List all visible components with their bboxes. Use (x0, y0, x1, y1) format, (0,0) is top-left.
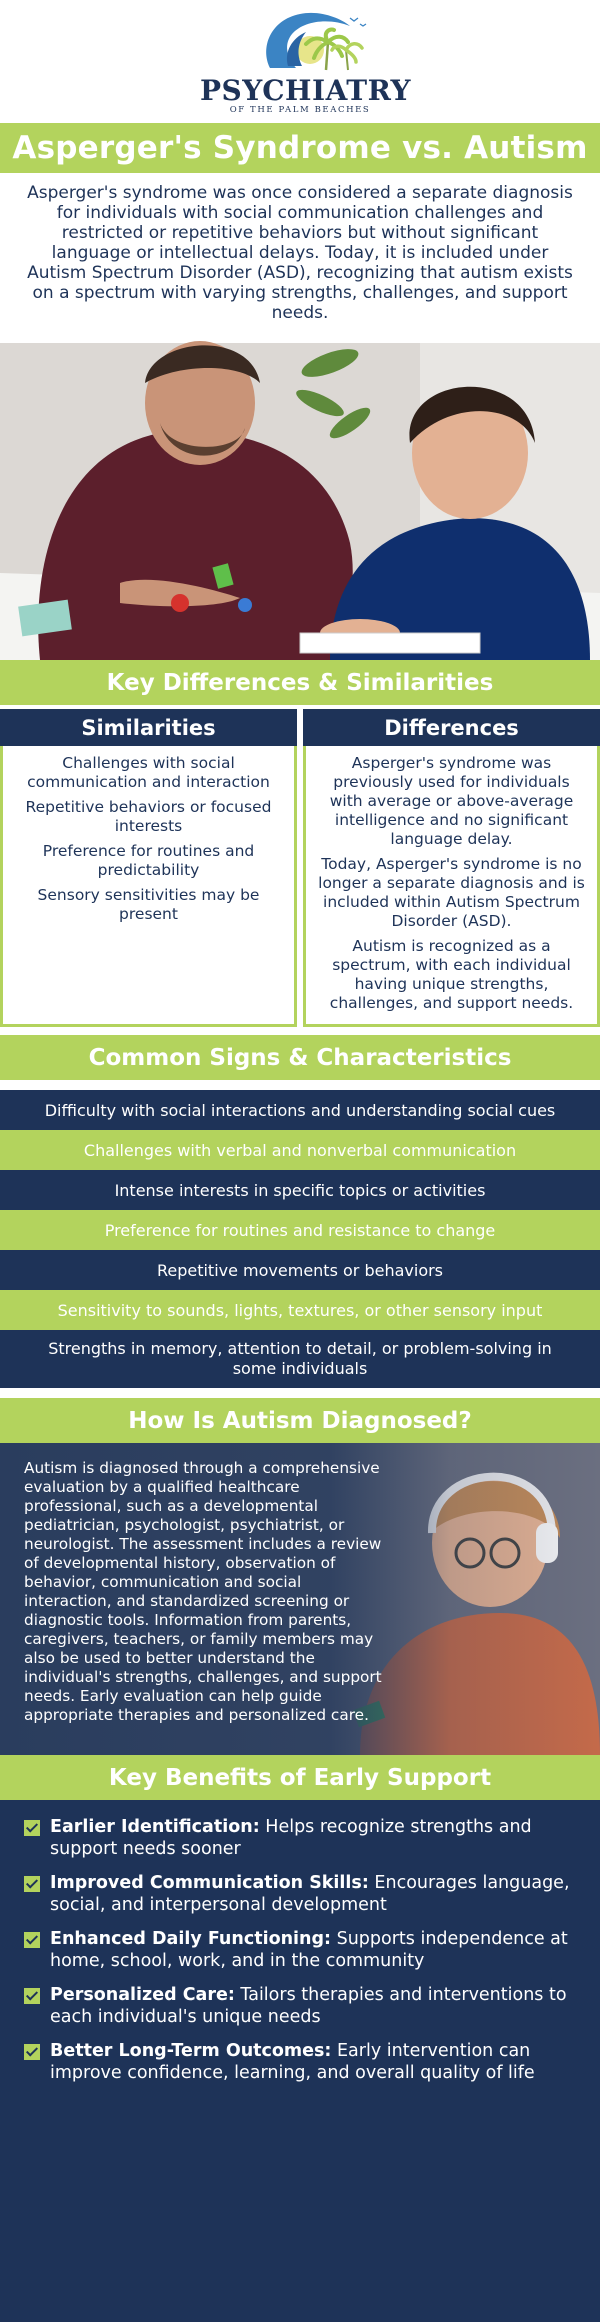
title-band (0, 123, 600, 173)
logo-wordmark: PSYCHIATRY (200, 74, 412, 107)
checkbox-icon (24, 1932, 40, 1948)
intro-paragraph: Asperger's syndrome was once considered a separate diagnosis for individuals with social communication challenges and restricted or repetitive behaviors but without significant language or intellectual delays. Today, it is included under Autism Spectrum Disorder (ASD), recognizing that autism exists on a spectrum with varying strengths, challenges, and support needs. (27, 183, 573, 323)
sign-item: Repetitive movements or behaviors (0, 1250, 600, 1290)
signs-list (0, 1080, 600, 1398)
benefit-item (24, 1984, 576, 2028)
therapy-photo-illustration (0, 343, 600, 660)
sign-item: Strengths in memory, attention to detail, or problem-solving in some individuals (0, 1330, 600, 1388)
diagnosis-section (0, 1443, 600, 1755)
page-title: Asperger's Syndrome vs. Autism (12, 130, 588, 166)
checkbox-icon (24, 2044, 40, 2060)
checkbox-icon (24, 1988, 40, 2004)
similarities-title: Similarities (0, 709, 297, 746)
benefit-desc: Tailors therapies and interventions to each individual's unique needs (50, 1985, 567, 2027)
benefit-item (24, 2040, 576, 2084)
list-item: Preference for routines and predictability (42, 842, 255, 879)
benefit-item (24, 1872, 576, 1916)
benefits-list (0, 1800, 600, 2322)
sign-item: Preference for routines and resistance to change (0, 1210, 600, 1250)
benefit-desc: Encourages language, social, and interpersonal development (50, 1873, 570, 1915)
signs-heading: Common Signs & Characteristics (0, 1035, 600, 1080)
similarities-column (0, 709, 297, 1027)
sign-item: Challenges with verbal and nonverbal communication (0, 1130, 600, 1170)
checkbox-icon (24, 1820, 40, 1836)
sign-item: Difficulty with social interactions and understanding social cues (0, 1090, 600, 1130)
differences-list (303, 746, 600, 1027)
similarities-list (0, 746, 297, 1027)
benefit-item (24, 1816, 576, 1860)
differences-column (303, 709, 600, 1027)
benefit-title: Better Long-Term Outcomes: (50, 2041, 332, 2061)
list-item: Sensory sensitivities may be present (37, 886, 260, 923)
logo-emblem-icon (200, 8, 400, 78)
list-item: Challenges with social communication and interaction (27, 754, 270, 791)
sign-item: Sensitivity to sounds, lights, textures, or other sensory input (0, 1290, 600, 1330)
logo-tagline: OF THE PALM BEACHES (229, 105, 371, 115)
benefit-title: Earlier Identification: (50, 1817, 260, 1837)
sign-item: Intense interests in specific topics or activities (0, 1170, 600, 1210)
logo (200, 8, 412, 118)
list-item: Autism is recognized as a spectrum, with each individual having unique strengths, challenges, and support needs. (329, 937, 574, 1012)
similarities-differences (0, 705, 600, 1035)
checkbox-icon (24, 1876, 40, 1892)
list-item: Repetitive behaviors or focused interests (25, 798, 272, 835)
differences-title: Differences (303, 709, 600, 746)
diagnosis-paragraph: Autism is diagnosed through a comprehensive evaluation by a qualified healthcare professional, such as a developmental pediatrician, psychologist, psychiatrist, or neurologist. The assessment includes a review of developmental history, observation of behavior, communication and social interaction, and standardized screening or diagnostic tools. Information from parents, caregivers, teachers, or family members may also be used to better understand the individual's strengths, challenges, and support needs. Early evaluation can help guide appropriate therapies and personalized care. (24, 1459, 382, 1724)
benefit-title: Personalized Care: (50, 1985, 235, 2005)
key-differences-heading: Key Differences & Similarities (0, 660, 600, 705)
benefit-desc: Supports independence at home, school, work, and in the community (50, 1929, 568, 1971)
benefit-desc: Helps recognize strengths and support needs sooner (50, 1817, 532, 1859)
list-item: Asperger's syndrome was previously used for individuals with average or above-average intelligence and no significant language delay. (329, 754, 574, 848)
benefits-heading: Key Benefits of Early Support (0, 1755, 600, 1800)
benefit-title: Improved Communication Skills: (50, 1873, 369, 1893)
header (0, 0, 600, 123)
benefit-item (24, 1928, 576, 1972)
diagnosis-heading: How Is Autism Diagnosed? (0, 1398, 600, 1443)
benefit-desc: Early intervention can improve confidence, learning, and overall quality of life (50, 2041, 535, 2083)
list-item: Today, Asperger's syndrome is no longer a separate diagnosis and is included within Autism Spectrum Disorder (ASD). (318, 855, 585, 930)
photo-therapist-child (0, 343, 600, 660)
benefit-title: Enhanced Daily Functioning: (50, 1929, 332, 1949)
